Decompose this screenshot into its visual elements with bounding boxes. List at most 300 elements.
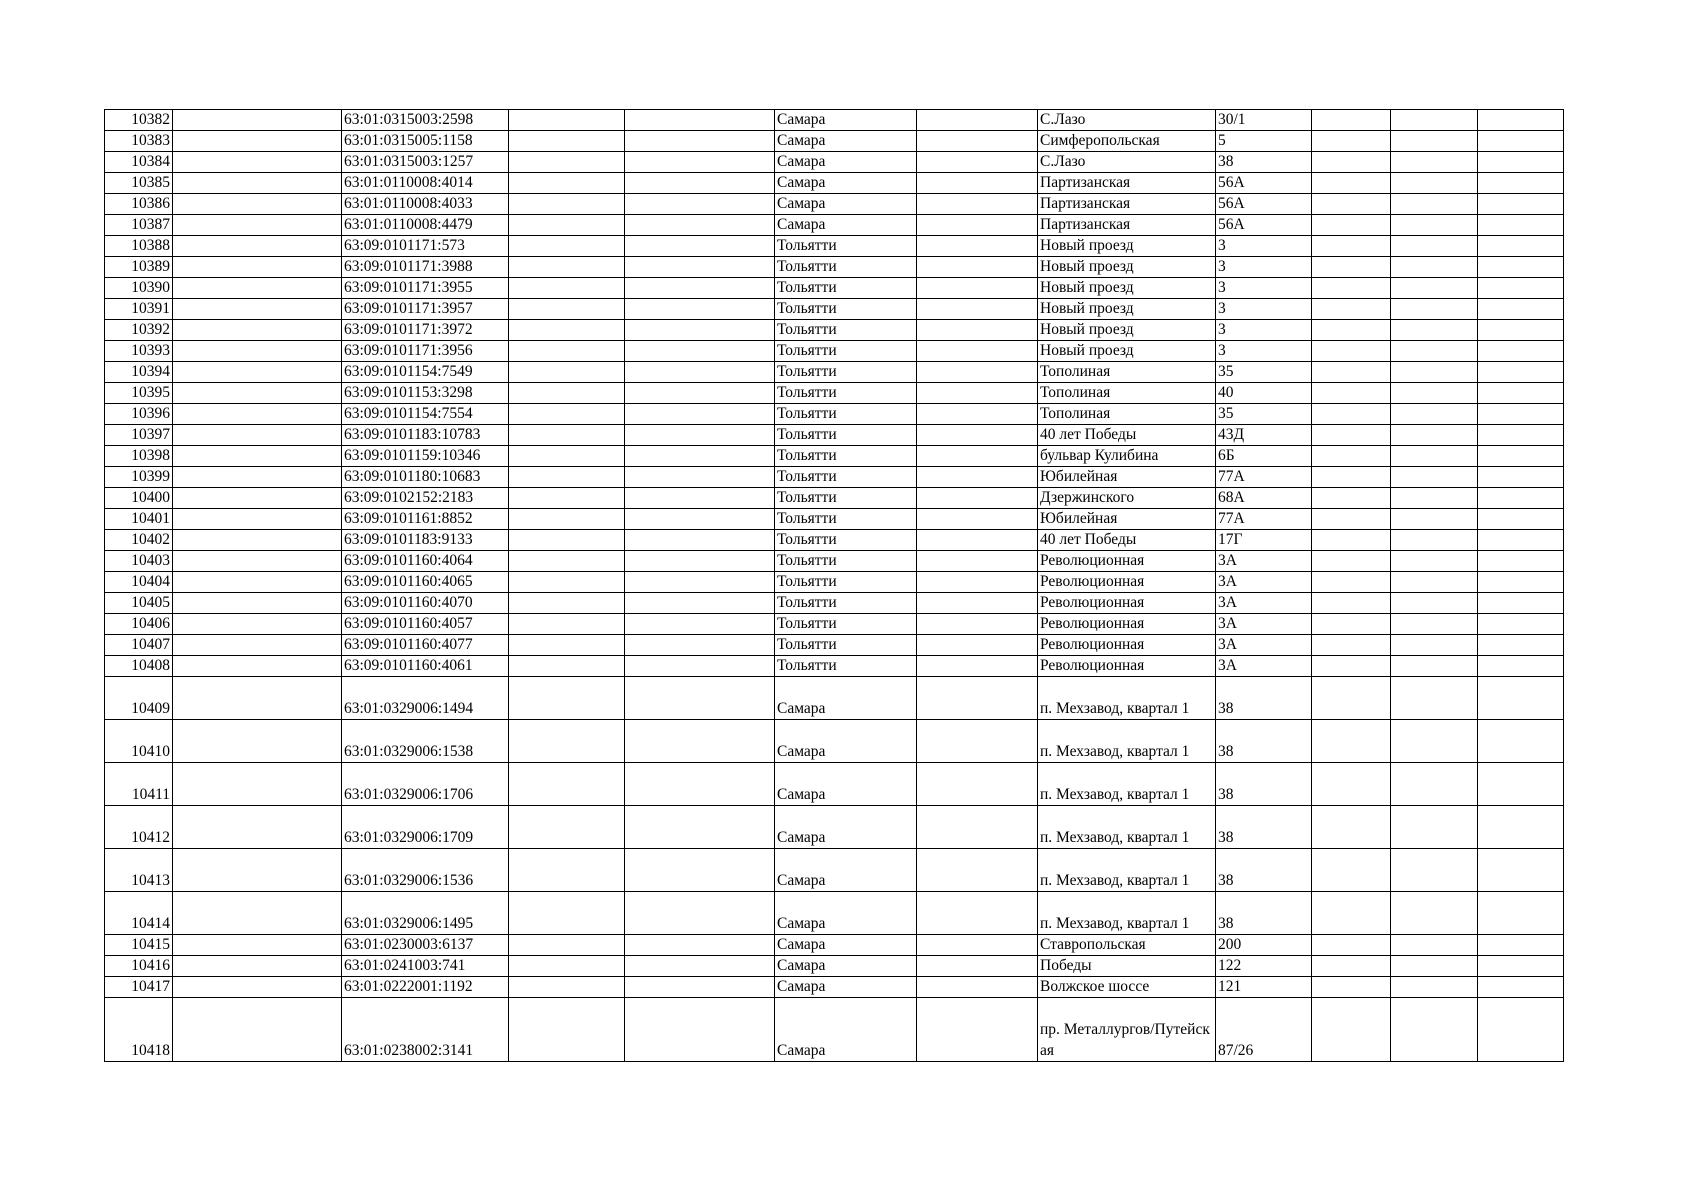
empty-cell xyxy=(625,131,775,152)
street-cell: Новый проезд xyxy=(1038,278,1216,299)
empty-cell xyxy=(1478,593,1564,614)
empty-cell xyxy=(1391,446,1478,467)
empty-cell xyxy=(509,720,625,763)
city-cell: Тольятти xyxy=(775,257,917,278)
street-cell: Новый проезд xyxy=(1038,236,1216,257)
row-number-cell: 10388 xyxy=(105,236,173,257)
cadastral-number-cell: 63:01:0230003:6137 xyxy=(342,935,509,956)
table-row xyxy=(105,656,1564,677)
cadastral-number-cell: 63:01:0329006:1706 xyxy=(342,763,509,806)
empty-cell xyxy=(173,362,342,383)
house-number-cell: 38 xyxy=(1216,677,1312,720)
street-cell: С.Лазо xyxy=(1038,110,1216,131)
empty-cell xyxy=(509,257,625,278)
empty-cell xyxy=(509,614,625,635)
empty-cell xyxy=(1391,849,1478,892)
empty-cell xyxy=(1391,551,1478,572)
empty-cell xyxy=(173,236,342,257)
empty-cell xyxy=(1478,467,1564,488)
street-cell: Ставропольская xyxy=(1038,935,1216,956)
row-number-cell: 10394 xyxy=(105,362,173,383)
cadastral-number-cell: 63:09:0101160:4057 xyxy=(342,614,509,635)
cadastral-number-cell: 63:01:0110008:4479 xyxy=(342,215,509,236)
empty-cell xyxy=(509,763,625,806)
table-row xyxy=(105,110,1564,131)
empty-cell xyxy=(1391,977,1478,998)
table-row xyxy=(105,404,1564,425)
empty-cell xyxy=(1478,488,1564,509)
empty-cell xyxy=(509,488,625,509)
cadastral-number-cell: 63:09:0101171:3972 xyxy=(342,320,509,341)
empty-cell xyxy=(173,446,342,467)
empty-cell xyxy=(1478,677,1564,720)
empty-cell xyxy=(1312,635,1391,656)
house-number-cell: 6Б xyxy=(1216,446,1312,467)
empty-cell xyxy=(1391,677,1478,720)
city-cell: Тольятти xyxy=(775,320,917,341)
row-number-cell: 10417 xyxy=(105,977,173,998)
city-cell: Самара xyxy=(775,173,917,194)
empty-cell xyxy=(1391,593,1478,614)
house-number-cell: 38 xyxy=(1216,892,1312,935)
row-number-cell: 10414 xyxy=(105,892,173,935)
empty-cell xyxy=(917,956,1038,977)
row-number-cell: 10389 xyxy=(105,257,173,278)
street-cell: пр. Металлургов/Путейская xyxy=(1038,998,1216,1062)
street-cell: Революционная xyxy=(1038,614,1216,635)
empty-cell xyxy=(1478,656,1564,677)
empty-cell xyxy=(509,131,625,152)
empty-cell xyxy=(1478,110,1564,131)
empty-cell xyxy=(1478,509,1564,530)
cadastral-number-cell: 63:09:0101160:4064 xyxy=(342,551,509,572)
empty-cell xyxy=(1312,509,1391,530)
empty-cell xyxy=(1391,720,1478,763)
cadastral-number-cell: 63:01:0329006:1709 xyxy=(342,806,509,849)
empty-cell xyxy=(173,572,342,593)
empty-cell xyxy=(917,763,1038,806)
empty-cell xyxy=(1312,467,1391,488)
table-row xyxy=(105,488,1564,509)
empty-cell xyxy=(1312,215,1391,236)
empty-cell xyxy=(509,892,625,935)
empty-cell xyxy=(1478,849,1564,892)
table-row xyxy=(105,935,1564,956)
empty-cell xyxy=(509,383,625,404)
house-number-cell: 3 xyxy=(1216,236,1312,257)
empty-cell xyxy=(509,320,625,341)
cadastral-number-cell: 63:09:0101161:8852 xyxy=(342,509,509,530)
empty-cell xyxy=(1312,194,1391,215)
cadastral-number-cell: 63:01:0241003:741 xyxy=(342,956,509,977)
cadastral-number-cell: 63:01:0238002:3141 xyxy=(342,998,509,1062)
empty-cell xyxy=(1312,614,1391,635)
empty-cell xyxy=(625,551,775,572)
cadastral-number-cell: 63:09:0101159:10346 xyxy=(342,446,509,467)
street-cell: Революционная xyxy=(1038,635,1216,656)
empty-cell xyxy=(509,509,625,530)
empty-cell xyxy=(1478,956,1564,977)
city-cell: Тольятти xyxy=(775,467,917,488)
empty-cell xyxy=(173,530,342,551)
row-number-cell: 10400 xyxy=(105,488,173,509)
house-number-cell: 77А xyxy=(1216,509,1312,530)
empty-cell xyxy=(173,383,342,404)
empty-cell xyxy=(1391,257,1478,278)
empty-cell xyxy=(917,173,1038,194)
empty-cell xyxy=(625,194,775,215)
house-number-cell: 77А xyxy=(1216,467,1312,488)
city-cell: Тольятти xyxy=(775,425,917,446)
empty-cell xyxy=(1391,299,1478,320)
city-cell: Самара xyxy=(775,806,917,849)
empty-cell xyxy=(1391,635,1478,656)
empty-cell xyxy=(509,551,625,572)
empty-cell xyxy=(1312,551,1391,572)
empty-cell xyxy=(1391,152,1478,173)
row-number-cell: 10407 xyxy=(105,635,173,656)
empty-cell xyxy=(625,656,775,677)
empty-cell xyxy=(1391,892,1478,935)
empty-cell xyxy=(509,110,625,131)
empty-cell xyxy=(625,488,775,509)
city-cell: Тольятти xyxy=(775,446,917,467)
city-cell: Самара xyxy=(775,131,917,152)
house-number-cell: 38 xyxy=(1216,806,1312,849)
row-number-cell: 10408 xyxy=(105,656,173,677)
empty-cell xyxy=(917,635,1038,656)
empty-cell xyxy=(1312,656,1391,677)
empty-cell xyxy=(173,320,342,341)
city-cell: Самара xyxy=(775,215,917,236)
empty-cell xyxy=(917,614,1038,635)
empty-cell xyxy=(917,404,1038,425)
empty-cell xyxy=(173,977,342,998)
row-number-cell: 10410 xyxy=(105,720,173,763)
empty-cell xyxy=(509,446,625,467)
table-row xyxy=(105,152,1564,173)
row-number-cell: 10402 xyxy=(105,530,173,551)
empty-cell xyxy=(1312,956,1391,977)
empty-cell xyxy=(1391,488,1478,509)
empty-cell xyxy=(509,278,625,299)
street-cell: Новый проезд xyxy=(1038,320,1216,341)
house-number-cell: 35 xyxy=(1216,362,1312,383)
empty-cell xyxy=(917,551,1038,572)
empty-cell xyxy=(173,956,342,977)
row-number-cell: 10393 xyxy=(105,341,173,362)
empty-cell xyxy=(625,341,775,362)
table-row xyxy=(105,720,1564,763)
empty-cell xyxy=(625,977,775,998)
empty-cell xyxy=(1478,998,1564,1062)
city-cell: Тольятти xyxy=(775,656,917,677)
empty-cell xyxy=(625,763,775,806)
empty-cell xyxy=(625,383,775,404)
city-cell: Тольятти xyxy=(775,551,917,572)
empty-cell xyxy=(173,152,342,173)
empty-cell xyxy=(1391,131,1478,152)
city-cell: Самара xyxy=(775,977,917,998)
city-cell: Тольятти xyxy=(775,299,917,320)
empty-cell xyxy=(917,446,1038,467)
empty-cell xyxy=(1312,806,1391,849)
house-number-cell: 3 xyxy=(1216,278,1312,299)
cadastral-number-cell: 63:01:0329006:1538 xyxy=(342,720,509,763)
empty-cell xyxy=(509,467,625,488)
street-cell: п. Мехзавод, квартал 1 xyxy=(1038,720,1216,763)
street-cell: Революционная xyxy=(1038,572,1216,593)
row-number-cell: 10386 xyxy=(105,194,173,215)
empty-cell xyxy=(1312,977,1391,998)
empty-cell xyxy=(917,236,1038,257)
empty-cell xyxy=(1391,320,1478,341)
cadastral-number-cell: 63:01:0315003:2598 xyxy=(342,110,509,131)
empty-cell xyxy=(509,425,625,446)
row-number-cell: 10411 xyxy=(105,763,173,806)
city-cell: Тольятти xyxy=(775,614,917,635)
empty-cell xyxy=(1391,998,1478,1062)
empty-cell xyxy=(509,572,625,593)
empty-cell xyxy=(625,257,775,278)
empty-cell xyxy=(917,677,1038,720)
house-number-cell: 3А xyxy=(1216,656,1312,677)
house-number-cell: 43Д xyxy=(1216,425,1312,446)
empty-cell xyxy=(1391,236,1478,257)
table-row xyxy=(105,530,1564,551)
empty-cell xyxy=(173,763,342,806)
empty-cell xyxy=(1478,278,1564,299)
house-number-cell: 56А xyxy=(1216,173,1312,194)
empty-cell xyxy=(917,110,1038,131)
empty-cell xyxy=(917,215,1038,236)
empty-cell xyxy=(1478,530,1564,551)
empty-cell xyxy=(1391,278,1478,299)
empty-cell xyxy=(1391,383,1478,404)
house-number-cell: 3А xyxy=(1216,635,1312,656)
empty-cell xyxy=(1312,849,1391,892)
empty-cell xyxy=(1478,614,1564,635)
house-number-cell: 122 xyxy=(1216,956,1312,977)
house-number-cell: 38 xyxy=(1216,763,1312,806)
empty-cell xyxy=(173,488,342,509)
city-cell: Самара xyxy=(775,892,917,935)
empty-cell xyxy=(625,998,775,1062)
cadastral-number-cell: 63:01:0222001:1192 xyxy=(342,977,509,998)
empty-cell xyxy=(1391,935,1478,956)
house-number-cell: 56А xyxy=(1216,194,1312,215)
empty-cell xyxy=(173,551,342,572)
row-number-cell: 10416 xyxy=(105,956,173,977)
cadastral-number-cell: 63:01:0110008:4033 xyxy=(342,194,509,215)
empty-cell xyxy=(173,806,342,849)
empty-cell xyxy=(917,806,1038,849)
empty-cell xyxy=(917,278,1038,299)
empty-cell xyxy=(625,530,775,551)
empty-cell xyxy=(1312,278,1391,299)
table-row xyxy=(105,194,1564,215)
empty-cell xyxy=(625,935,775,956)
row-number-cell: 10418 xyxy=(105,998,173,1062)
cadastral-number-cell: 63:09:0101160:4070 xyxy=(342,593,509,614)
city-cell: Самара xyxy=(775,849,917,892)
empty-cell xyxy=(917,341,1038,362)
empty-cell xyxy=(509,341,625,362)
cadastral-number-cell: 63:09:0101171:573 xyxy=(342,236,509,257)
empty-cell xyxy=(509,173,625,194)
empty-cell xyxy=(625,677,775,720)
empty-cell xyxy=(917,257,1038,278)
row-number-cell: 10390 xyxy=(105,278,173,299)
table-row xyxy=(105,467,1564,488)
empty-cell xyxy=(917,467,1038,488)
city-cell: Тольятти xyxy=(775,404,917,425)
empty-cell xyxy=(1391,806,1478,849)
empty-cell xyxy=(1312,341,1391,362)
empty-cell xyxy=(1478,152,1564,173)
table-row xyxy=(105,362,1564,383)
street-cell: п. Мехзавод, квартал 1 xyxy=(1038,806,1216,849)
table-row xyxy=(105,998,1564,1062)
empty-cell xyxy=(509,362,625,383)
empty-cell xyxy=(173,257,342,278)
empty-cell xyxy=(1391,425,1478,446)
empty-cell xyxy=(625,849,775,892)
city-cell: Тольятти xyxy=(775,593,917,614)
empty-cell xyxy=(1478,257,1564,278)
empty-cell xyxy=(173,194,342,215)
street-cell: бульвар Кулибина xyxy=(1038,446,1216,467)
empty-cell xyxy=(917,892,1038,935)
row-number-cell: 10415 xyxy=(105,935,173,956)
empty-cell xyxy=(625,509,775,530)
empty-cell xyxy=(173,635,342,656)
house-number-cell: 121 xyxy=(1216,977,1312,998)
table-row xyxy=(105,551,1564,572)
house-number-cell: 40 xyxy=(1216,383,1312,404)
row-number-cell: 10391 xyxy=(105,299,173,320)
row-number-cell: 10399 xyxy=(105,467,173,488)
table-row xyxy=(105,131,1564,152)
empty-cell xyxy=(1312,892,1391,935)
empty-cell xyxy=(1312,446,1391,467)
empty-cell xyxy=(173,110,342,131)
empty-cell xyxy=(917,530,1038,551)
empty-cell xyxy=(173,278,342,299)
row-number-cell: 10404 xyxy=(105,572,173,593)
empty-cell xyxy=(1391,614,1478,635)
empty-cell xyxy=(509,635,625,656)
city-cell: Тольятти xyxy=(775,362,917,383)
street-cell: п. Мехзавод, квартал 1 xyxy=(1038,763,1216,806)
cadastral-number-cell: 63:09:0101171:3956 xyxy=(342,341,509,362)
empty-cell xyxy=(917,383,1038,404)
empty-cell xyxy=(1478,299,1564,320)
empty-cell xyxy=(625,425,775,446)
empty-cell xyxy=(625,152,775,173)
house-number-cell: 56А xyxy=(1216,215,1312,236)
empty-cell xyxy=(1391,341,1478,362)
house-number-cell: 3 xyxy=(1216,257,1312,278)
empty-cell xyxy=(509,656,625,677)
cadastral-number-cell: 63:09:0102152:2183 xyxy=(342,488,509,509)
street-cell: Революционная xyxy=(1038,656,1216,677)
property-register-table xyxy=(104,109,1564,1062)
empty-cell xyxy=(917,849,1038,892)
empty-cell xyxy=(625,173,775,194)
house-number-cell: 30/1 xyxy=(1216,110,1312,131)
street-cell: п. Мехзавод, квартал 1 xyxy=(1038,849,1216,892)
street-cell: 40 лет Победы xyxy=(1038,530,1216,551)
empty-cell xyxy=(509,977,625,998)
empty-cell xyxy=(1478,341,1564,362)
empty-cell xyxy=(173,215,342,236)
empty-cell xyxy=(917,572,1038,593)
empty-cell xyxy=(625,236,775,257)
empty-cell xyxy=(625,404,775,425)
table-row xyxy=(105,956,1564,977)
cadastral-number-cell: 63:09:0101180:10683 xyxy=(342,467,509,488)
house-number-cell: 38 xyxy=(1216,849,1312,892)
empty-cell xyxy=(1478,383,1564,404)
empty-cell xyxy=(173,509,342,530)
cadastral-number-cell: 63:01:0329006:1536 xyxy=(342,849,509,892)
street-cell: Новый проезд xyxy=(1038,257,1216,278)
empty-cell xyxy=(625,215,775,236)
empty-cell xyxy=(917,656,1038,677)
empty-cell xyxy=(917,488,1038,509)
empty-cell xyxy=(509,404,625,425)
cadastral-number-cell: 63:01:0329006:1495 xyxy=(342,892,509,935)
city-cell: Тольятти xyxy=(775,278,917,299)
cadastral-number-cell: 63:09:0101171:3955 xyxy=(342,278,509,299)
house-number-cell: 68А xyxy=(1216,488,1312,509)
city-cell: Тольятти xyxy=(775,383,917,404)
empty-cell xyxy=(1312,236,1391,257)
cadastral-number-cell: 63:09:0101160:4077 xyxy=(342,635,509,656)
street-cell: Партизанская xyxy=(1038,173,1216,194)
empty-cell xyxy=(1478,362,1564,383)
row-number-cell: 10384 xyxy=(105,152,173,173)
empty-cell xyxy=(173,131,342,152)
empty-cell xyxy=(1312,935,1391,956)
street-cell: Революционная xyxy=(1038,593,1216,614)
house-number-cell: 3А xyxy=(1216,551,1312,572)
city-cell: Самара xyxy=(775,110,917,131)
empty-cell xyxy=(173,677,342,720)
empty-cell xyxy=(1312,720,1391,763)
empty-cell xyxy=(509,593,625,614)
table-row xyxy=(105,977,1564,998)
house-number-cell: 200 xyxy=(1216,935,1312,956)
street-cell: Партизанская xyxy=(1038,215,1216,236)
house-number-cell: 38 xyxy=(1216,152,1312,173)
empty-cell xyxy=(173,720,342,763)
row-number-cell: 10387 xyxy=(105,215,173,236)
empty-cell xyxy=(1312,152,1391,173)
empty-cell xyxy=(625,278,775,299)
empty-cell xyxy=(1478,977,1564,998)
empty-cell xyxy=(1478,194,1564,215)
empty-cell xyxy=(1478,720,1564,763)
street-cell: Тополиная xyxy=(1038,362,1216,383)
street-cell: п. Мехзавод, квартал 1 xyxy=(1038,677,1216,720)
city-cell: Тольятти xyxy=(775,635,917,656)
city-cell: Тольятти xyxy=(775,509,917,530)
table-row xyxy=(105,572,1564,593)
empty-cell xyxy=(1312,677,1391,720)
empty-cell xyxy=(509,677,625,720)
